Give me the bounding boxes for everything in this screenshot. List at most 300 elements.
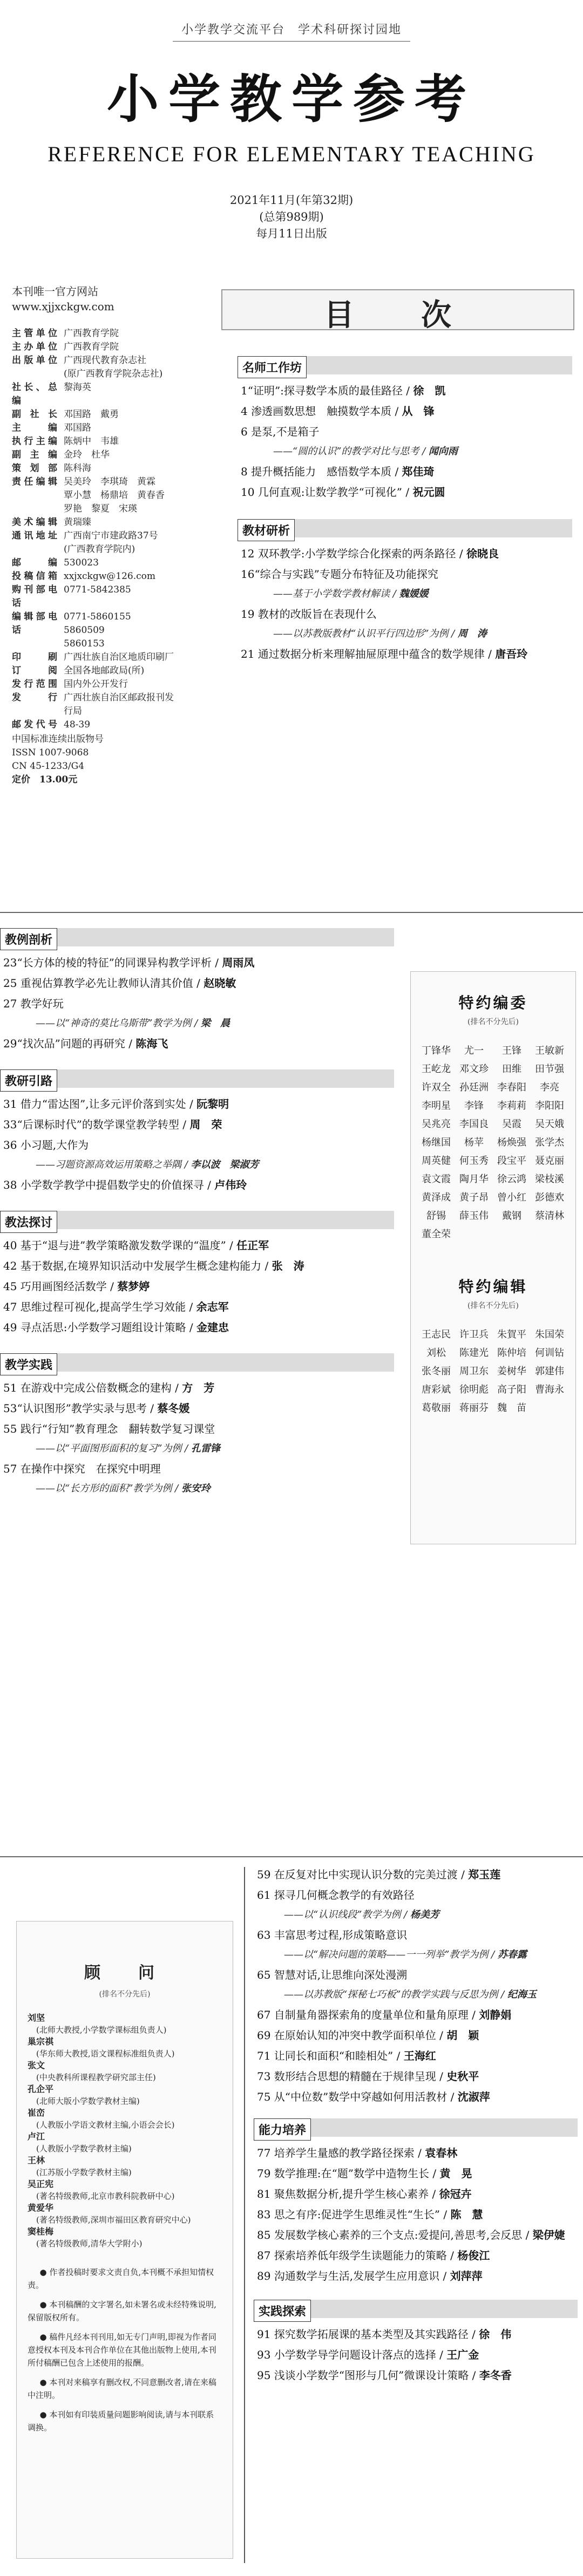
editor-name: 李锋	[464, 1100, 484, 1112]
special-editors-panel	[410, 971, 576, 1544]
toc-entry-title: 79 数学推理:在“题”数学中造物生长 /	[257, 2167, 440, 2180]
masthead-key: 订阅	[12, 665, 57, 676]
toc-entry[interactable]	[257, 2028, 574, 2043]
toc-entry-title: 83 思之有序:促进学生思维灵性“生长” /	[257, 2208, 451, 2221]
toc-entry[interactable]	[3, 1299, 391, 1314]
masthead-key: 主编	[12, 422, 57, 433]
toc-author: 梁伊婕	[532, 2229, 565, 2241]
masthead-row	[12, 435, 179, 448]
editor-name: 陈建光	[459, 1347, 489, 1359]
masthead-row	[12, 448, 179, 462]
editor-name: 聂克丽	[535, 1155, 564, 1167]
toc-entry[interactable]	[241, 567, 569, 582]
toc-entry-title: 59 在反复对比中实现认识分数的完美过渡 /	[257, 1868, 469, 1881]
special-editorial-title: 特约编辑	[458, 1278, 528, 1296]
toc-author: 陈海飞	[135, 1037, 168, 1050]
masthead-key: 发行范围	[12, 679, 57, 690]
section-header	[238, 519, 572, 537]
advisor-role: (中央教科所课程教学研究部主任)	[36, 2073, 156, 2082]
toc-author: 纪海玉	[507, 1989, 537, 2000]
editor-name: 吴天娥	[535, 1119, 564, 1130]
advisor-name: 崔峦	[28, 2108, 45, 2118]
editor-name: 舒锡	[426, 1210, 446, 1222]
column-divider	[244, 1867, 245, 2563]
masthead-value: 广西教育学院	[64, 328, 119, 339]
issn-label: 中国标准连续出版物号	[12, 734, 104, 745]
toc-author: 李冬香	[479, 2369, 512, 2382]
toc-entry-title: 38 小学数学教学中提倡数学史的价值探寻 /	[3, 1178, 215, 1191]
toc-subtitle	[257, 1908, 574, 1922]
editor-name: 李明星	[422, 1100, 451, 1112]
toc-author: 卢伟玲	[214, 1178, 247, 1191]
toc-author: 徐晓良	[466, 547, 499, 560]
masthead-value: 吴美玲 李琪琦 黄霖	[64, 476, 155, 487]
toc-entry-title: 40 基于“退与进”教学策略激发数学课的“温度” /	[3, 1239, 237, 1252]
advisor-role: (华东师大教授,语文课程标准组负责人)	[36, 2049, 175, 2059]
masthead-value: 0771-5860155 5860509	[64, 611, 140, 636]
toc-entry-title: 73 数形结合思想的精髓在于规律呈现 /	[257, 2070, 447, 2083]
advisor-name: 王林	[28, 2155, 45, 2165]
toc-entry[interactable]	[241, 404, 569, 419]
toc-author: 李以波 梁淑芳	[191, 1159, 259, 1170]
section-label: 名师工作坊	[238, 356, 307, 378]
toc-entry-title: 47 思维过程可视化,提高学生学习效能 /	[3, 1300, 196, 1313]
toc-entry[interactable]	[241, 383, 569, 398]
editor-name: 魏 苗	[497, 1402, 526, 1414]
masthead-value: 黄瑞臻	[64, 517, 91, 528]
toc-entry-title: 87 探索培养低年级学生读题能力的策略 /	[257, 2249, 458, 2262]
special-editorial-note: (排名不分先后)	[467, 1301, 519, 1310]
masthead-key: 出版单位	[12, 355, 57, 366]
toc-author: 史秋平	[446, 2070, 479, 2083]
toc-entry-title: 31 借力“雷达图”,让多元评价落到实处 /	[3, 1098, 197, 1110]
advisor-role: (人教版小学数学教材主编)	[36, 2144, 132, 2154]
advisor-name: 卢江	[28, 2131, 45, 2142]
toc-author: 赵晓敏	[204, 977, 236, 990]
editor-name: 王锋	[502, 1045, 521, 1057]
masthead-key	[12, 367, 57, 381]
toc-entry[interactable]	[3, 1137, 391, 1153]
official-site	[12, 284, 114, 314]
editor-name: 杨苹	[464, 1137, 484, 1148]
toc-entry[interactable]	[257, 2347, 574, 2362]
toc-author: 唐吾玲	[495, 648, 528, 660]
editor-name: 唐彩斌	[422, 1384, 451, 1395]
tagline-rule	[173, 41, 410, 42]
masthead-row	[12, 691, 179, 718]
editor-name: 蒋丽芬	[459, 1402, 489, 1414]
masthead-value: 530023	[64, 557, 99, 568]
editor-name: 黄子昂	[459, 1192, 489, 1203]
toc-entry[interactable]	[3, 1036, 391, 1051]
toc-entry[interactable]	[257, 2069, 574, 2084]
toc-entry-title: 33“后课标时代”的数学课堂教学转型 /	[3, 1118, 190, 1131]
toc-author: 周 涛	[457, 628, 487, 639]
toc-subtitle	[3, 1158, 391, 1172]
toc-entry[interactable]	[257, 2368, 574, 2383]
special-editors-title: 特约编委	[458, 994, 528, 1012]
editor-name: 袁文霞	[422, 1174, 451, 1185]
masthead-value: 罗艳 黎夏 宋瑛	[64, 503, 137, 514]
toc-author: 蔡冬媛	[157, 1402, 190, 1415]
editor-name: 曾小红	[497, 1192, 526, 1203]
section-items	[238, 537, 572, 662]
masthead-value: 陈科海	[64, 463, 91, 474]
section-items	[254, 2318, 578, 2383]
toc-entry-title: 81 聚焦数据分析,提升学生核心素养 /	[257, 2187, 439, 2200]
toc-entry[interactable]	[257, 2248, 574, 2263]
editor-name: 徐明彪	[459, 1384, 489, 1395]
editor-name: 周英健	[422, 1155, 451, 1167]
toc-subtitle-text: ——习题资源高效运用策略之举隅 /	[36, 1159, 191, 1170]
toc-subtitle-text: ——以“解决问题的策略——一一列举”教学为例 /	[284, 1949, 498, 1960]
section-label: 教例剖析	[0, 928, 57, 950]
masthead-row	[12, 610, 179, 637]
toc-subtitle-text: ——以苏教版教材“认识平行四边形”为例 /	[273, 628, 458, 639]
toc-entry[interactable]	[3, 996, 391, 1011]
toc-entry[interactable]	[257, 2207, 574, 2222]
toc-entry-title: 12 双环教学:小学数学综合化探索的两条路径 /	[241, 547, 466, 560]
toc-entry[interactable]	[241, 646, 569, 662]
toc-entry[interactable]	[3, 1279, 391, 1294]
toc-subtitle	[241, 627, 569, 641]
journal-title: 小学教学参考	[107, 69, 476, 130]
notice-item: ● 稿件凡经本刊刊用,如无专门声明,即视为作者同意授权本刊及本刊合作单位在其他出版物上使用,本刊所付稿酬已包含上述使用的报酬。	[28, 2332, 216, 2368]
toc-entry-title: 63 丰富思考过程,形成策略意识	[257, 1928, 408, 1941]
toc-author: 任正军	[236, 1239, 269, 1252]
masthead-value: 广西壮族自治区邮政报刊发行局	[64, 692, 174, 717]
toc-entry[interactable]	[3, 976, 391, 991]
toc-subtitle	[3, 1017, 391, 1031]
advisors-panel	[16, 1921, 233, 2559]
toc-subtitle	[3, 1442, 391, 1456]
toc-entry[interactable]	[257, 2227, 574, 2243]
section-label: 教学实践	[0, 1353, 57, 1375]
masthead-row	[12, 529, 179, 543]
toc-author: 魏媛媛	[399, 588, 429, 599]
toc-author: 袁春林	[425, 2146, 458, 2159]
toc-entry-title: 4 渗透画数思想 触摸数学本质 /	[241, 405, 402, 418]
toc-entry[interactable]	[257, 2186, 574, 2202]
issue-line: (总第989期)	[259, 210, 324, 223]
masthead-row	[12, 475, 179, 489]
masthead-row	[12, 556, 179, 570]
toc-entry[interactable]	[257, 1927, 574, 1943]
toc-author: 张 涛	[272, 1259, 304, 1272]
masthead-row	[12, 651, 179, 664]
toc-entry-title: 25 重视估算教学必先让教师认清其价值 /	[3, 977, 204, 990]
editor-name: 李阳阳	[535, 1100, 564, 1112]
toc-entry-title: 49 寻点活思:小学数学习题组设计策略 /	[3, 1321, 196, 1334]
toc-entry[interactable]	[3, 1421, 391, 1436]
issue-line: 每月11日出版	[256, 227, 327, 240]
masthead-value: 广西现代教育杂志社	[64, 355, 146, 366]
toc-entry-title: 51 在游戏中完成公倍数概念的建构 /	[3, 1381, 182, 1394]
notice-item: ● 本刊稿酬的文字署名,如未署名或未经特殊说明,保留版权所有。	[28, 2300, 216, 2322]
toc-entry-title: 53“认识图形”教学实录与思考 /	[3, 1402, 158, 1415]
toc-entry-title: 57 在操作中探究 在探究中明理	[3, 1462, 161, 1475]
toc-entry[interactable]	[257, 2166, 574, 2181]
masthead-key: 副主编	[12, 449, 57, 460]
editor-name: 许双全	[422, 1082, 451, 1093]
section-items	[0, 1372, 394, 1496]
masthead-row	[12, 543, 179, 556]
toc-author: 黄 晃	[439, 2167, 472, 2180]
toc-subtitle-text: ——“圆的认识”的教学对比与思考 /	[273, 446, 429, 457]
masthead-row	[12, 367, 179, 381]
toc-entry-title: 55 践行“行知”教育理念 翻转数学复习课堂	[3, 1422, 215, 1435]
special-editors-names	[417, 1042, 569, 1244]
toc-entry-title: 27 教学好玩	[3, 997, 64, 1010]
masthead-row	[12, 421, 179, 435]
toc-entry-title: 67 自制量角器探索角的度量单位和量角原理 /	[257, 2008, 479, 2021]
masthead-key: 策划部	[12, 463, 57, 474]
editor-name: 李莉莉	[497, 1100, 526, 1112]
toc-subtitle-text: ——以“神奇的莫比乌斯带”教学为例 /	[36, 1018, 201, 1029]
toc-entry[interactable]	[257, 1967, 574, 1982]
toc-entry[interactable]	[241, 606, 569, 622]
masthead-key	[12, 543, 57, 556]
masthead-row	[12, 340, 179, 354]
masthead-row	[12, 502, 179, 516]
toc-entry-title: 6 是泵,不是箱子	[241, 425, 320, 438]
journal-title-en: REFERENCE FOR ELEMENTARY TEACHING	[48, 142, 535, 166]
toc-entry[interactable]	[3, 1258, 391, 1273]
toc-entry[interactable]	[3, 955, 391, 970]
toc-entry[interactable]	[241, 485, 569, 500]
toc-entry[interactable]	[3, 1320, 391, 1335]
toc-entry-title: 95 浅谈小学数学“图形与几何”微课设计策略 /	[257, 2369, 479, 2382]
editor-name: 李国良	[459, 1119, 489, 1130]
masthead-row	[12, 678, 179, 691]
editor-name: 刘松	[426, 1347, 446, 1359]
masthead-key	[12, 489, 57, 502]
toc-title: 目 次	[324, 297, 470, 333]
notice-item: ● 作者投稿时要求文责自负,本刊概不承担知情权责。	[28, 2267, 214, 2290]
editor-name: 丁锋华	[422, 1045, 451, 1057]
section-divider	[0, 912, 583, 913]
toc-author: 郑玉莲	[468, 1868, 501, 1881]
masthead-key: 购刊部电话	[12, 584, 57, 609]
advisors-notes	[28, 2266, 222, 2434]
section-items	[238, 374, 572, 500]
editor-name: 尤一	[464, 1045, 484, 1057]
toc-subtitle-text: ——以“认识线段”教学为例 /	[284, 1909, 410, 1920]
toc-entry-title: 21 通过数据分析来理解抽屉原理中蕴含的数学规律 /	[241, 648, 496, 660]
section-header	[0, 1069, 394, 1088]
section-items	[254, 2137, 578, 2284]
toc-entry-title: 77 培养学生量感的教学路径探索 /	[257, 2146, 425, 2159]
site-url[interactable]: www.xjjxckgw.com	[12, 300, 114, 313]
toc-entry-title: 65 智慧对话,让思维向深处漫溯	[257, 1968, 408, 1981]
editor-name: 郭建伟	[535, 1366, 564, 1377]
toc-right-column	[238, 356, 572, 681]
section-header	[238, 356, 572, 374]
toc-entry[interactable]	[3, 1380, 391, 1395]
toc-author: 徐冠卉	[439, 2187, 472, 2200]
editor-name: 梁枝溪	[535, 1174, 564, 1185]
section-label: 能力培养	[254, 2118, 311, 2141]
toc-author: 方 芳	[182, 1381, 215, 1394]
toc-entry-title: 29“找次品”问题的再研究 /	[3, 1037, 136, 1050]
section-items	[0, 1229, 394, 1335]
toc-entry-title: 8 提升概括能力 感悟数学本质 /	[241, 465, 402, 478]
editor-name: 王志民	[422, 1329, 451, 1340]
masthead-row	[12, 354, 179, 367]
toc-entry-title: 89 沟通数学与生活,发展学生应用意识 /	[257, 2270, 450, 2282]
toc-author: 周雨凤	[222, 956, 255, 969]
toc-entry-title: 91 探究数学拓展课的基本类型及其实践路径 /	[257, 2328, 479, 2341]
toc-author: 张安玲	[181, 1483, 211, 1494]
editor-name: 何玉秀	[459, 1155, 489, 1167]
editor-name: 杨继国	[422, 1137, 451, 1148]
masthead-value: 广西南宁市建政路37号	[64, 530, 158, 541]
editor-name: 朱賀平	[497, 1329, 526, 1340]
masthead-value: 金玲 杜华	[64, 449, 110, 460]
toc-entry[interactable]	[257, 1887, 574, 1903]
masthead-key: 邮发代号	[12, 719, 57, 730]
toc-entry-title: 10 几何直观:让数学教学“可视化” /	[241, 486, 413, 499]
editor-name: 张学杰	[535, 1137, 564, 1148]
editor-name: 高子阳	[497, 1384, 526, 1395]
toc-entry[interactable]	[241, 464, 569, 479]
masthead-key: 发行	[12, 692, 57, 703]
section-header	[0, 1211, 394, 1229]
toc-entry[interactable]	[3, 1117, 391, 1132]
masthead-value: 覃小慧 杨鼎培 黄春香	[64, 490, 165, 501]
masthead-row	[12, 718, 179, 732]
masthead-row	[12, 381, 179, 408]
masthead-row	[12, 516, 179, 529]
toc-entry[interactable]	[3, 1096, 391, 1112]
masthead-key	[12, 502, 57, 516]
section-header	[0, 928, 394, 946]
toc-author: 阮黎明	[196, 1098, 229, 1110]
masthead-value: 黎海英	[64, 382, 91, 393]
toc-entry[interactable]	[257, 2327, 574, 2342]
section-divider	[0, 1856, 583, 1857]
toc-author: 蔡梦婷	[117, 1280, 150, 1293]
masthead-row	[12, 462, 179, 475]
editor-name: 蔡清林	[535, 1210, 564, 1222]
toc-entry[interactable]	[3, 1401, 391, 1416]
masthead-key: 美术编辑	[12, 517, 57, 528]
masthead-key: 主管单位	[12, 328, 57, 339]
toc-entry-title: 85 发展数学核心素养的三个支点:爱提问,善思考,会反思 /	[257, 2229, 533, 2241]
toc-entry[interactable]	[257, 2048, 574, 2063]
toc-author: 沈淑萍	[457, 2090, 490, 2103]
toc-author: 金建忠	[196, 1321, 229, 1334]
editor-name: 黄泽成	[422, 1192, 451, 1203]
toc-subtitle-text: ——以“平面图形面积的复习”为例 /	[36, 1443, 191, 1454]
editor-name: 许卫兵	[459, 1329, 489, 1340]
editor-name: 王敏新	[535, 1045, 564, 1057]
toc-entry[interactable]	[3, 1461, 391, 1476]
masthead-row	[12, 570, 179, 583]
toc-entry[interactable]	[257, 2007, 574, 2022]
masthead-key: 执行主编	[12, 436, 57, 447]
advisor-role: (著名特级教师,清华大学附小)	[36, 2239, 143, 2248]
price: 定价 13.00元	[12, 774, 78, 785]
masthead-row	[12, 637, 179, 651]
section-header	[254, 2300, 578, 2318]
masthead-value: 0771-5842385	[64, 584, 131, 595]
editor-name: 吴霞	[502, 1119, 521, 1130]
toc-entry[interactable]	[257, 2089, 574, 2104]
toc-author: 梁 晨	[200, 1018, 230, 1029]
masthead-key: 投稿信箱	[12, 571, 57, 582]
masthead-row	[12, 489, 179, 502]
toc-author: 余志军	[196, 1300, 229, 1313]
toc-entry[interactable]	[241, 546, 569, 561]
masthead-value: 广西教育学院	[64, 342, 119, 352]
toc-subtitle	[257, 1948, 574, 1962]
section-items	[254, 1867, 578, 2118]
toc-entry-title: 23“长方体的棱的特征”的同课异构教学评析 /	[3, 956, 222, 969]
toc-author: 刘萍萍	[450, 2270, 483, 2282]
advisor-name: 黄爱华	[28, 2203, 54, 2213]
toc-bottom-column	[254, 1867, 578, 2399]
editor-name: 吴兆亮	[422, 1119, 451, 1130]
advisors-title: 顾 问	[84, 1964, 165, 1982]
advisors-list	[17, 2012, 233, 2250]
masthead-key: 社长、总编	[12, 382, 57, 406]
toc-subtitle-text: ——以“长方形的面积”教学为例 /	[36, 1483, 181, 1494]
editor-name: 张冬丽	[422, 1366, 451, 1377]
advisor-role: (著名特级教师,北京市教科院教研中心)	[36, 2191, 175, 2201]
toc-subtitle	[257, 1988, 574, 2002]
masthead-key: 邮编	[12, 557, 57, 568]
editor-name: 邓文珍	[459, 1064, 489, 1075]
masthead-row	[12, 583, 179, 610]
masthead-value: xxjxckgw@126.com	[64, 571, 156, 582]
advisor-name: 窦桂梅	[28, 2226, 54, 2237]
toc-author: 杨美芳	[410, 1909, 439, 1920]
editor-name: 徐云鸿	[497, 1174, 526, 1185]
site-label: 本刊唯一官方网站	[12, 285, 98, 298]
toc-author: 杨俊江	[457, 2249, 490, 2262]
toc-author: 陈 慧	[450, 2208, 483, 2221]
editor-name: 何训钻	[535, 1347, 564, 1359]
toc-entry-title: 69 在原始认知的冲突中教学面积单位 /	[257, 2029, 447, 2042]
advisor-role: (北师大教授,小学数学课标组负责人)	[36, 2025, 167, 2035]
issue-info	[0, 192, 583, 242]
editor-name: 田节强	[535, 1064, 564, 1075]
masthead-value: 陈炳中 韦雄	[64, 436, 119, 447]
masthead-value: 广西壮族自治区地质印刷厂	[64, 652, 174, 663]
toc-entry[interactable]	[241, 424, 569, 439]
toc-entry[interactable]	[3, 1238, 391, 1253]
toc-entry[interactable]	[257, 2145, 574, 2161]
toc-entry[interactable]	[3, 1177, 391, 1192]
issn-number: ISSN 1007-9068	[12, 747, 89, 758]
editor-name: 李亮	[540, 1082, 559, 1093]
issue-line: 2021年11月(年第32期)	[229, 194, 354, 207]
toc-author: 王海红	[403, 2049, 436, 2062]
toc-entry[interactable]	[257, 1867, 574, 1882]
masthead-key: 通讯地址	[12, 530, 57, 541]
advisor-role: (人教版小学语文教材主编,小语会会长)	[36, 2120, 175, 2130]
masthead-info	[12, 327, 179, 787]
editor-name: 王屹龙	[422, 1064, 451, 1075]
toc-entry[interactable]	[257, 2268, 574, 2284]
toc-subtitle	[3, 1482, 391, 1496]
advisor-name: 刘坚	[28, 2013, 45, 2023]
masthead-key: 印刷	[12, 652, 57, 663]
toc-entry-title: 61 探寻几何概念教学的有效路径	[257, 1889, 415, 1902]
toc-subtitle-text: ——以苏教版“探秘七巧板”的教学实践与反思为例 /	[284, 1989, 507, 2000]
editor-name: 姜树华	[497, 1366, 526, 1377]
